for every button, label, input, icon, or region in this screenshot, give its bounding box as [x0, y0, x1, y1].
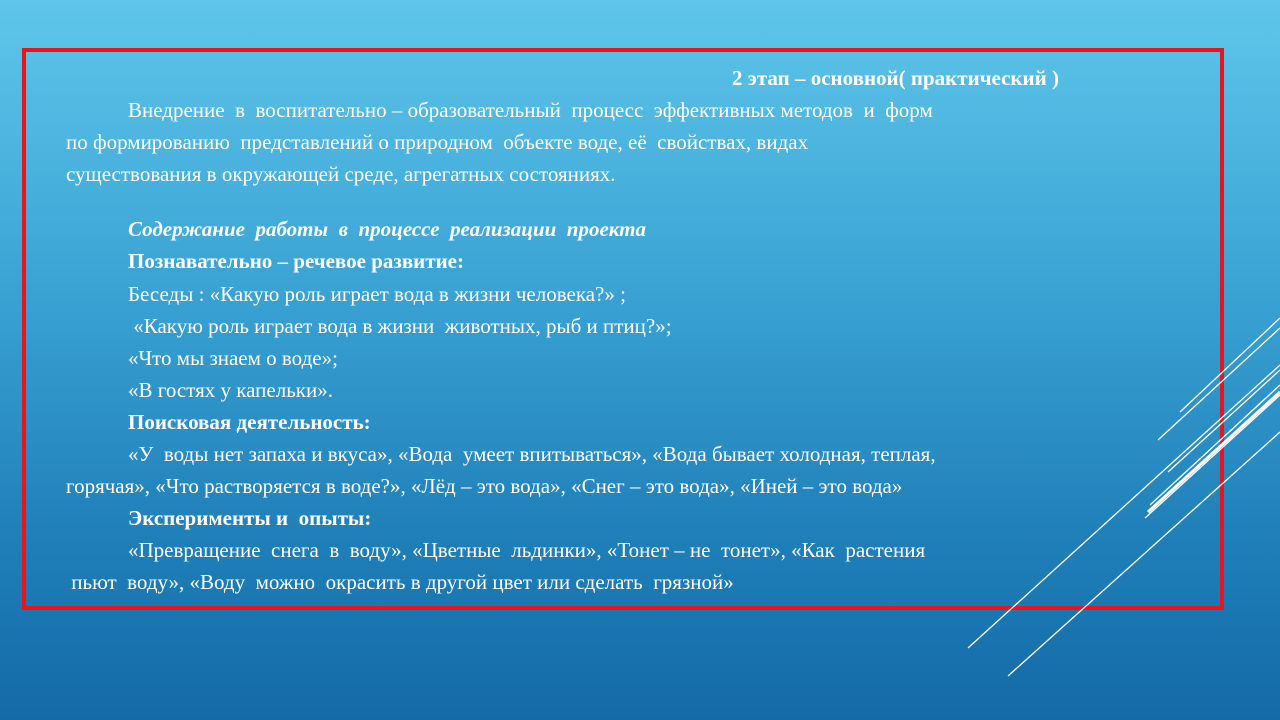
spacer — [66, 190, 1166, 213]
conversation-line: «В гостях у капельки». — [128, 377, 333, 402]
search-line: горячая», «Что растворяется в воде?», «Лёд – это вода», «Снег – это вода», «Иней – это вода» — [66, 474, 903, 499]
cognitive-heading: Познавательно – речевое развитие: — [128, 249, 464, 274]
conversation-line: «Что мы знаем о воде»; — [128, 345, 338, 370]
paragraph-line: по формированию представлений о природном объекте воде, её свойствах, видах — [66, 130, 809, 155]
search-heading: Поисковая деятельность: — [128, 409, 371, 434]
conversation-line: «Какую роль играет вода в жизни животных, рыб и птиц?»; — [128, 313, 672, 338]
section-heading: Содержание работы в процессе реализации проекта — [128, 217, 646, 242]
paragraph-line: Внедрение в воспитательно – образовательный процесс эффективных методов и форм — [128, 98, 933, 123]
experiments-line: пьют воду», «Воду можно окрасить в другой цвет или сделать грязной» — [66, 570, 734, 595]
slide-body — [66, 62, 1166, 599]
experiments-line: «Превращение снега в воду», «Цветные льдинки», «Тонет – не тонет», «Как растения — [128, 538, 926, 563]
conversation-line: Беседы : «Какую роль играет вода в жизни человека?» ; — [128, 281, 626, 306]
search-line: «У воды нет запаха и вкуса», «Вода умеет впитываться», «Вода бывает холодная, теплая, — [128, 442, 936, 467]
slide-title: 2 этап – основной( практический ) — [732, 66, 1059, 90]
paragraph-line: существования в окружающей среде, агрегатных состояниях. — [66, 162, 616, 187]
experiments-heading: Эксперименты и опыты: — [128, 506, 372, 531]
